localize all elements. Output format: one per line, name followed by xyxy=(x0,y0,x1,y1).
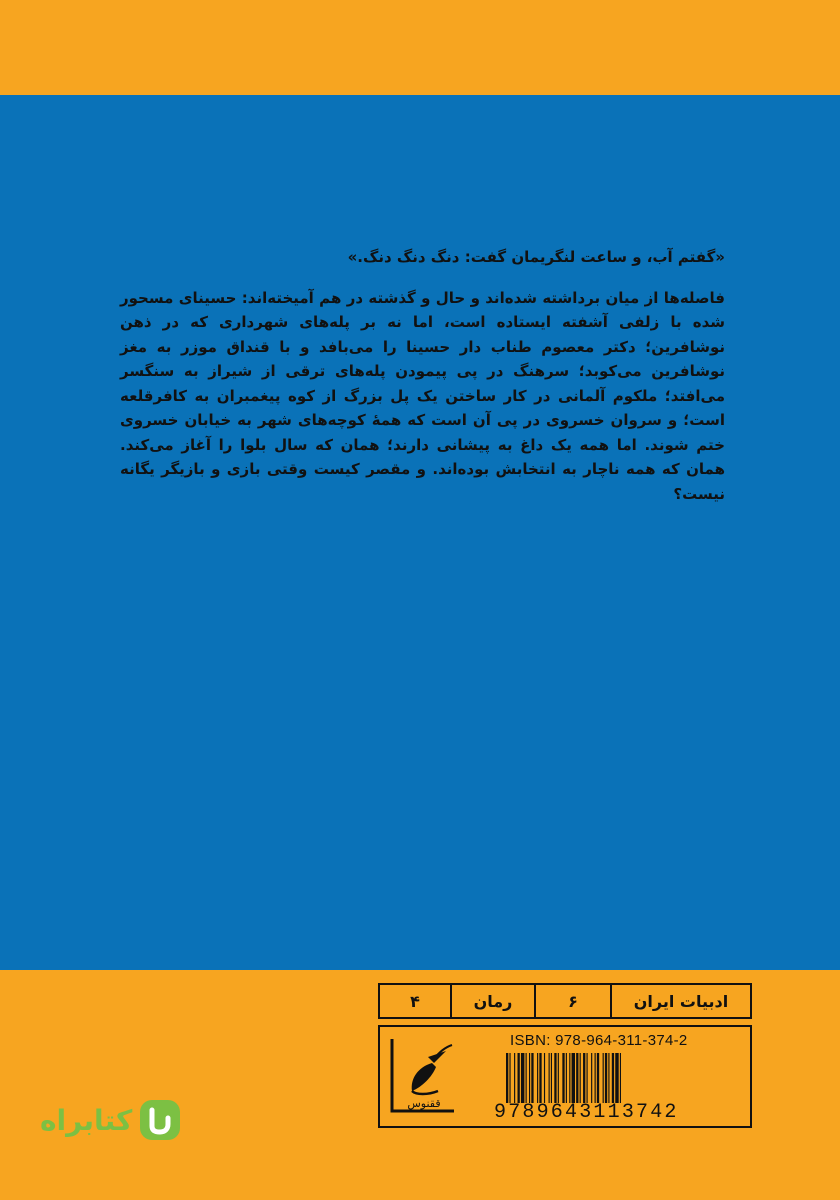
publisher-logo-icon xyxy=(388,1037,458,1117)
barcode-bar xyxy=(580,1053,581,1103)
ketabrah-logo-icon xyxy=(138,1098,182,1142)
barcode-bar xyxy=(612,1053,614,1103)
barcode-bar xyxy=(608,1053,609,1103)
barcode-bar xyxy=(529,1053,530,1103)
isbn-label: ISBN: 978-964-311-374-2 xyxy=(510,1032,688,1049)
barcode-bar xyxy=(521,1053,524,1103)
barcode xyxy=(506,1053,728,1103)
barcode-bar xyxy=(539,1053,541,1103)
barcode-bar xyxy=(576,1053,578,1103)
barcode-bar xyxy=(549,1053,550,1103)
genre-name: رمان xyxy=(450,985,534,1017)
blurb-text: فاصله‌ها از میان برداشته شده‌اند و حال و گذشته در هم آمیخته‌اند: حسینای مسحور شده با زلفی آشفته ایستاده است، اما نه بر پله‌های شهرداری که در ذهن نوشافرین؛ دکتر معصوم طناب دار حسینا را می‌بافد و با قنداق موزر به مغز نوشافرین می‌کوبد؛ سرهنگ در پی پیمودن پله‌های ترقی از شیراز به سنگسر می‌افتد؛ ملکوم آلمانی در کار ساختن یک پل بزرگ از کوه پیغمبران به کافرقلعه است؛ و سروان خسروی در پی آن است که همهٔ کوچه‌های شهر به خیابان خسروی ختم شوند. اما همه یک داغ به پیشانی دارند؛ همان که سال بلوا را آغاز می‌کند. همان که همه ناچار به انتخابش بوده‌اند. و مقصر کیست وقتی بازی و بازیگر یگانه نیست؟ xyxy=(120,288,725,503)
genre-number: ۴ xyxy=(410,991,420,1011)
barcode-bar xyxy=(509,1053,510,1103)
barcode-bar xyxy=(605,1053,607,1103)
barcode-bar xyxy=(603,1053,604,1103)
barcode-bar xyxy=(554,1053,556,1103)
ketabrah-text: کتابراه xyxy=(40,1103,133,1137)
barcode-bar xyxy=(587,1053,588,1103)
barcode-bar xyxy=(583,1053,585,1103)
barcode-bar xyxy=(562,1053,564,1103)
barcode-bar xyxy=(615,1053,618,1103)
publisher-logo-text: ققنوس xyxy=(407,1097,441,1110)
barcode-bar xyxy=(526,1053,527,1103)
cover-quote: «گفتم آب، و ساعت لنگریمان گفت: دنگ دنگ دنگ.» xyxy=(347,248,725,266)
blurb xyxy=(120,245,725,506)
isbn-box xyxy=(378,1025,752,1128)
barcode-bar xyxy=(506,1053,508,1103)
series-table xyxy=(378,983,752,1019)
series-number: ۶ xyxy=(534,985,610,1017)
barcode-bar xyxy=(620,1053,621,1103)
barcode-bar xyxy=(544,1053,545,1103)
barcode-bar xyxy=(537,1053,538,1103)
barcode-digits: 9789643113742 xyxy=(494,1101,679,1124)
barcode-bar xyxy=(597,1053,599,1103)
barcode-bar xyxy=(595,1053,596,1103)
barcode-bar xyxy=(514,1053,515,1103)
barcode-bar xyxy=(551,1053,552,1103)
ketabrah-watermark xyxy=(40,1098,182,1142)
barcode-bar xyxy=(566,1053,567,1103)
barcode-bar xyxy=(558,1053,559,1103)
barcode-bar xyxy=(591,1053,592,1103)
barcode-bar xyxy=(569,1053,570,1103)
barcode-bar xyxy=(531,1053,533,1103)
barcode-bar xyxy=(572,1053,575,1103)
blue-panel xyxy=(0,95,840,970)
barcode-bar xyxy=(518,1053,520,1103)
series-name: ادبیات ایران xyxy=(610,985,750,1017)
